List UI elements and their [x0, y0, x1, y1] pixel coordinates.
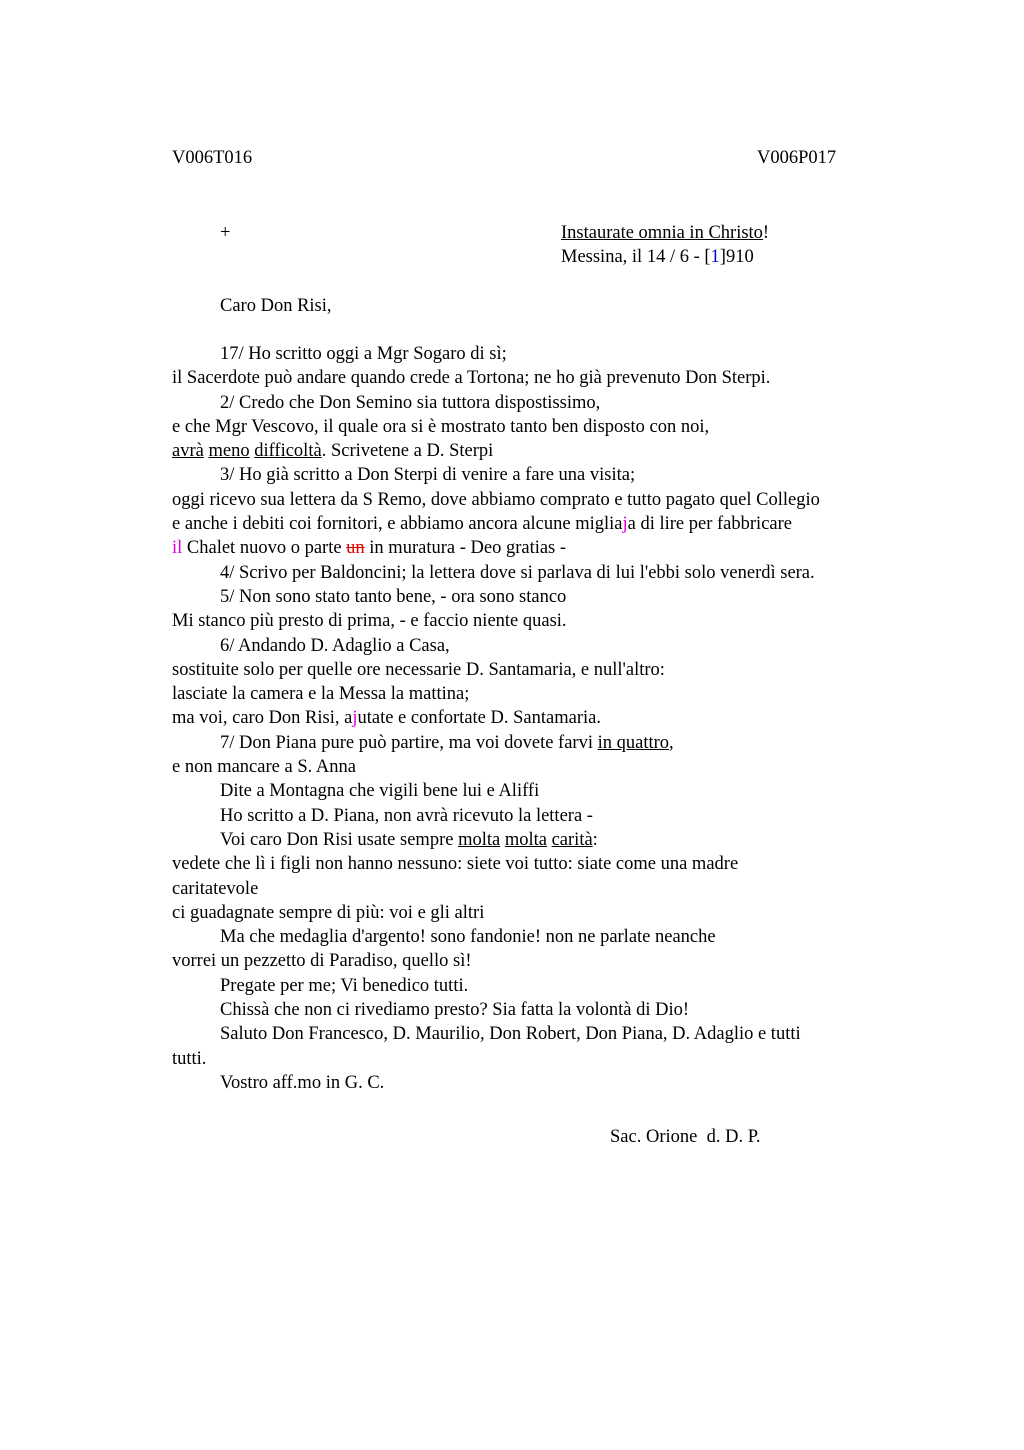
body-line: 2/ Credo che Don Semino sia tuttora dispostissimo, [220, 392, 601, 413]
body-line: il Sacerdote può andare quando crede a Tortona; ne ho già prevenuto Don Sterpi. [172, 368, 771, 389]
document-code-left: V006T016 [172, 148, 253, 168]
body-line: Pregate per me; Vi benedico tutti. [220, 975, 469, 996]
place-date [561, 245, 754, 269]
line-text: Chalet nuovo o parte [182, 538, 347, 559]
body-line: tutti. [172, 1048, 207, 1069]
underlined-word: carità [551, 829, 593, 850]
underlined-word: molta [458, 829, 501, 850]
body-line [172, 439, 912, 463]
body-line: 17/ Ho scritto oggi a Mgr Sogaro di sì; [220, 344, 507, 364]
body-line: Dite a Montagna che vigili bene lui e Aliffi [220, 781, 540, 802]
line-text: ma voi, caro Don Risi, a [172, 708, 353, 729]
body-line: e che Mgr Vescovo, il quale ora si è mostrato tanto ben disposto con noi, [172, 416, 710, 437]
letter-body [172, 342, 912, 1095]
body-line: sostituite solo per quelle ore necessarie D. Santamaria, e null'altro: [172, 659, 665, 680]
line-text: 7/ Don Piana pure può partire, ma voi dovete farvi [220, 732, 598, 753]
inserted-letter: j [622, 514, 628, 535]
signature: Sac. Orione d. D. P. [610, 1127, 761, 1147]
motto-text: Instaurate omnia in Christo [561, 223, 763, 243]
date-suffix: ]910 [719, 247, 754, 267]
underlined-word: meno [208, 441, 250, 462]
underlined-word: difficoltà [254, 441, 322, 462]
body-line: Ho scritto a D. Piana, non avrà ricevuto la lettera - [220, 805, 593, 826]
line-text: . Scrivetene a D. Sterpi [321, 441, 494, 462]
inserted-word: il [172, 538, 183, 559]
body-line: Chissà che non ci rivediamo presto? Sia fatta la volontà di Dio! [220, 1000, 690, 1021]
body-line: 6/ Andando D. Adaglio a Casa, [220, 635, 450, 656]
body-line: vorrei un pezzetto di Paradiso, quello sì! [172, 951, 472, 972]
body-line: Saluto Don Francesco, D. Maurilio, Don Robert, Don Piana, D. Adaglio e tutti [220, 1024, 801, 1045]
underlined-word: avrà [172, 441, 204, 462]
body-line: Mi stanco più presto di prima, - e faccio niente quasi. [172, 611, 567, 632]
document-code-right: V006P017 [757, 148, 837, 168]
underlined-phrase: in quattro [597, 732, 670, 753]
body-line: 4/ Scrivo per Baldoncini; la lettera dove si parlava di lui l'ebbi solo venerdì sera. [220, 562, 815, 583]
salutation: Caro Don Risi, [220, 296, 332, 316]
date-prefix: Messina, il 14 / 6 - [ [561, 247, 711, 267]
motto [561, 221, 769, 245]
deleted-word: un [346, 538, 365, 559]
line-text: a di lire per fabbricare [627, 514, 792, 535]
line-text: utate e confortate D. Santamaria. [357, 708, 601, 729]
body-line [172, 828, 912, 852]
line-text: , [669, 732, 674, 753]
underlined-word: molta [504, 829, 547, 850]
body-line: lasciate la camera e la Messa la mattina; [172, 684, 470, 705]
line-text: e anche i debiti coi fornitori, e abbiamo ancora alcune miglia [172, 514, 623, 535]
body-line: oggi ricevo sua lettera da S Remo, dove abbiamo comprato e tutto pagato quel Collegio [172, 489, 820, 510]
cross-symbol: + [220, 223, 231, 243]
body-line: Vostro aff.mo in G. C. [220, 1072, 385, 1093]
inserted-letter: j [352, 708, 358, 729]
body-line: 5/ Non sono stato tanto bene, - ora sono stanco [220, 586, 567, 607]
body-line [172, 706, 912, 730]
body-line: 3/ Ho già scritto a Don Sterpi di venire a fare una visita; [220, 465, 636, 486]
body-line: caritatevole [172, 878, 259, 899]
body-line [172, 512, 912, 536]
body-line: ci guadagnate sempre di più: voi e gli altri [172, 902, 485, 923]
body-line: Ma che medaglia d'argento! sono fandonie! non ne parlate neanche [220, 927, 716, 948]
body-line [172, 536, 912, 560]
body-line [172, 731, 912, 755]
motto-exclamation: ! [762, 223, 770, 243]
line-text: Voi caro Don Risi usate sempre [220, 829, 459, 850]
date-year-digit: 1 [710, 247, 720, 267]
line-text: in muratura - Deo gratias - [364, 538, 567, 559]
body-line: e non mancare a S. Anna [172, 757, 356, 778]
body-line: vedete che lì i figli non hanno nessuno: siete voi tutto: siate come una madre [172, 854, 739, 875]
line-text: : [592, 829, 598, 850]
